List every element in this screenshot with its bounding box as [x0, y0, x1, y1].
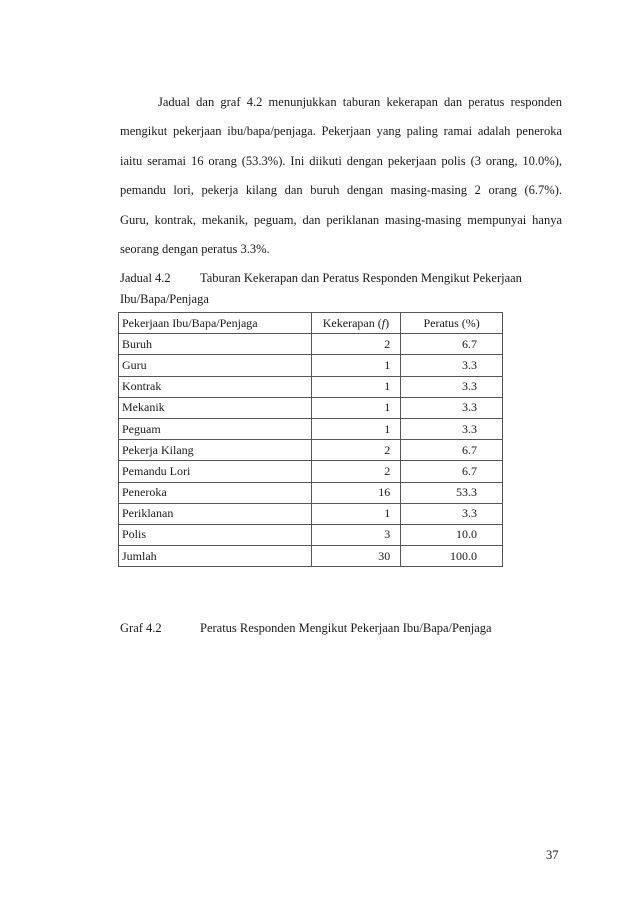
table-row — [119, 503, 503, 524]
cell-frequency: 30 — [311, 546, 401, 567]
cell-occupation: Guru — [119, 355, 312, 376]
cell-occupation: Periklanan — [119, 503, 312, 524]
table-row — [119, 418, 503, 439]
cell-occupation: Mekanik — [119, 397, 312, 418]
cell-occupation: Pemandu Lori — [119, 461, 312, 482]
paragraph-line: Jadual dan graf 4.2 menunjukkan taburan kekerapan dan peratus responden — [158, 95, 562, 109]
table-caption-number: Jadual 4.2 — [120, 271, 171, 285]
cell-frequency: 3 — [311, 524, 401, 545]
paragraph-line: mengikut pekerjaan ibu/bapa/penjaga. Pekerjaan yang paling ramai adalah peneroka — [120, 124, 562, 139]
table-row — [119, 397, 503, 418]
table-row — [119, 376, 503, 397]
table-caption — [120, 268, 522, 288]
graph-caption — [120, 618, 492, 638]
graph-caption-title: Peratus Responden Mengikut Pekerjaan Ibu/Bapa/Penjaga — [200, 621, 492, 635]
cell-percent: 3.3 — [401, 355, 503, 376]
cell-occupation: Peneroka — [119, 482, 312, 503]
cell-frequency: 1 — [311, 397, 401, 418]
table-row — [119, 461, 503, 482]
cell-occupation: Pekerja Kilang — [119, 440, 312, 461]
table-row — [119, 524, 503, 545]
body-paragraph — [120, 88, 562, 264]
table-row — [119, 334, 503, 355]
occupation-table — [118, 312, 503, 567]
table-caption-title: Taburan Kekerapan dan Peratus Responden Mengikut Pekerjaan — [200, 271, 522, 285]
graph-caption-number: Graf 4.2 — [120, 621, 162, 635]
cell-frequency: 2 — [311, 334, 401, 355]
cell-frequency: 2 — [311, 461, 401, 482]
cell-frequency: 1 — [311, 503, 401, 524]
cell-occupation: Peguam — [119, 418, 312, 439]
cell-frequency: 1 — [311, 376, 401, 397]
header-occupation: Pekerjaan Ibu/Bapa/Penjaga — [119, 313, 312, 334]
cell-percent: 3.3 — [401, 503, 503, 524]
cell-percent: 3.3 — [401, 376, 503, 397]
paragraph-line: pemandu lori, pekerja kilang dan buruh dengan masing-masing 2 orang (6.7%). — [120, 183, 562, 198]
cell-percent: 3.3 — [401, 397, 503, 418]
cell-frequency: 16 — [311, 482, 401, 503]
cell-percent: 6.7 — [401, 334, 503, 355]
paragraph-line: iaitu seramai 16 orang (53.3%). Ini diikuti dengan pekerjaan polis (3 orang, 10.0%), — [120, 153, 562, 168]
paragraph-line: seorang dengan peratus 3.3%. — [120, 242, 270, 257]
page-number: 37 — [546, 848, 559, 862]
cell-occupation: Buruh — [119, 334, 312, 355]
cell-frequency: 1 — [311, 355, 401, 376]
table-row — [119, 546, 503, 567]
cell-percent: 100.0 — [401, 546, 503, 567]
table-row — [119, 440, 503, 461]
cell-occupation: Polis — [119, 524, 312, 545]
cell-percent: 53.3 — [401, 482, 503, 503]
cell-occupation: Kontrak — [119, 376, 312, 397]
cell-percent: 10.0 — [401, 524, 503, 545]
table-row — [119, 482, 503, 503]
cell-percent: 6.7 — [401, 461, 503, 482]
header-frequency: Kekerapan (f) — [311, 313, 401, 334]
table-caption-continuation: Ibu/Bapa/Penjaga — [120, 292, 209, 306]
cell-frequency: 1 — [311, 418, 401, 439]
cell-frequency: 2 — [311, 440, 401, 461]
cell-percent: 3.3 — [401, 418, 503, 439]
paragraph-line: Guru, kontrak, mekanik, peguam, dan periklanan masing-masing mempunyai hanya — [120, 212, 562, 227]
cell-occupation: Jumlah — [119, 546, 312, 567]
header-percent: Peratus (%) — [401, 313, 503, 334]
table-header-row — [119, 313, 503, 334]
table-row — [119, 355, 503, 376]
cell-percent: 6.7 — [401, 440, 503, 461]
